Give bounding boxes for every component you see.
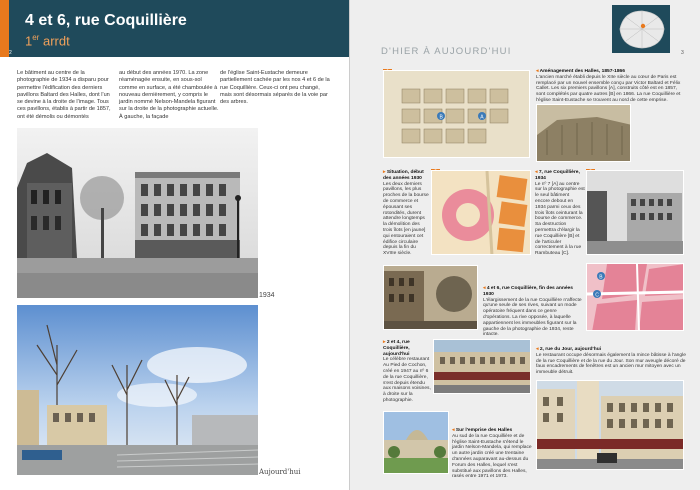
caption-1934: 1934 — [259, 292, 275, 299]
page-header — [0, 0, 350, 57]
pied-de-cochon-photo — [433, 339, 531, 394]
caption-today: Aujourd'hui — [259, 468, 301, 476]
photo-1934 — [17, 128, 258, 298]
widening-map-image — [586, 263, 684, 331]
item-caption-4: ◂ 4 et 6, rue Coquillière, fin des années 1930 L'élargissement de la rue Coquillière n'affecte qu'une seule de ses rives, suivant un mode opératoire fréquent dans ce genre d'opérations. La rive opposée, à laquelle appartiennent les immeubles figurant sur la gauche de la photographie de 1934, reste intacte. — [483, 286, 582, 338]
svg-text:B: B — [439, 114, 443, 121]
arrondissement-label: 1er arrdt — [25, 33, 70, 49]
coquilliere-1934-photo — [586, 170, 684, 255]
svg-text:B: B — [599, 274, 603, 281]
svg-text:C: C — [595, 292, 599, 299]
situation-map-image — [431, 170, 531, 255]
jardin-nelson-mandela-photo — [383, 411, 449, 474]
item-caption-5: ▸ 2 et 4, rue Coquillière, aujourd'hui Le célèbre restaurant Au Pied de Cochon, créé en 1947 au nº 6 de la rue Coquillière, s'est depuis étendu aux maisons voisines, à droite sur la photographie. — [383, 340, 431, 403]
gutter-shadow — [349, 0, 351, 490]
page-title: 4 et 6, rue Coquillière — [25, 12, 187, 29]
section-title: D'HIER À AUJOURD'HUI — [381, 46, 512, 57]
item-caption-2: ▸ Situation, début des années 1930 Les deux derniers pavillons, les plus proches de la bourse de commerce et épousant ses rotondités, durent attendre longtemps la démolition des trois îlots [en jaune] qui entouraient cet édifice circulaire depuis la fin du XVIIIe siècle. — [383, 170, 429, 257]
text-column-2: au début des années 1970. La zone réaménagée ensuite, en sous-sol comme en surface, a été chamboulée à nouveau dernièrement, y compris le jardin nommé Nelson-Mandela figurant sur la droite de la photographie actuelle. À gauche, la façade — [119, 70, 219, 120]
item-caption-1: ◂ Aménagement des Halles, 1857-1866 L'ancien marché établi depuis le XIIe siècle au cœur de Paris est remplacé par un nouvel ensemble conçu par Victor Baltard et Félix Callet. Les six premiers pavillons [A], construits côté est en 1857, sont complétés par quatre autres [B] en 1866. La rue Coquillière et l'église Saint-Eustache se trouvent au nord de cette emprise. — [536, 69, 681, 103]
text-column-3: de l'église Saint-Eustache demeure partiellement cachée par les nos 4 et 6 de la rue Coquillière. Ceux-ci ont peu changé, mais sont désormais séparés de la voie par des arbres. — [220, 70, 330, 106]
text-column-1: Le bâtiment au centre de la photographie de 1934 a disparu pour permettre l'édification des derniers pavillons Baltard des Halles, dont l'un se devine à la droite de l'image. Tous ces pavillons, établis à partir de 1857, ont été démolis ou démontés — [17, 70, 111, 120]
svg-text:A: A — [480, 114, 484, 121]
halles-plan-image — [383, 70, 530, 158]
item-caption-7: ◂ Sur l'emprise des Halles Au sud de la rue Coquillière et de l'église Saint-Eustache s'étend le jardin Nelson-Mandela, qui remplace un autre jardin créé une trentaine d'années auparavant au-dessus du Forum des Halles, lequel s'est substitué aux pavillons des Halles, rasés entre 1971 et 1973. — [452, 428, 532, 480]
paris-map-inset — [612, 5, 670, 53]
accent-bar — [0, 0, 9, 57]
item-caption-3: ◂ 7, rue Coquillière, 1934 Le nº 7 [A] au centre sur la photographie est le seul bâtiment encore debout en 1934 parmi ceux des trois îlots ceinturant la bourse de commerce. Sa destruction permettra d'élargir la rue Coquillière [B] et de l'articuler correctement à la rue Rambuteau [C]. — [535, 170, 585, 257]
page-number-left: 2 — [9, 50, 12, 56]
halles-old-photo — [536, 104, 631, 162]
coquilliere-1930s-photo — [383, 265, 478, 330]
item-caption-6: ◂ 2, rue du Jour, aujourd'hui Le restaurant occupe désormais également la mince bâtisse à l'angle de la rue Coquillière et de la rue du Jour. Son mur aveugle décoré de faux encadrements de fenêtres est un ancien mur mitoyen avec un immeuble détruit. — [536, 347, 686, 376]
photo-today — [17, 305, 258, 475]
rue-du-jour-photo — [536, 380, 684, 470]
page-number-right: 3 — [681, 50, 684, 56]
